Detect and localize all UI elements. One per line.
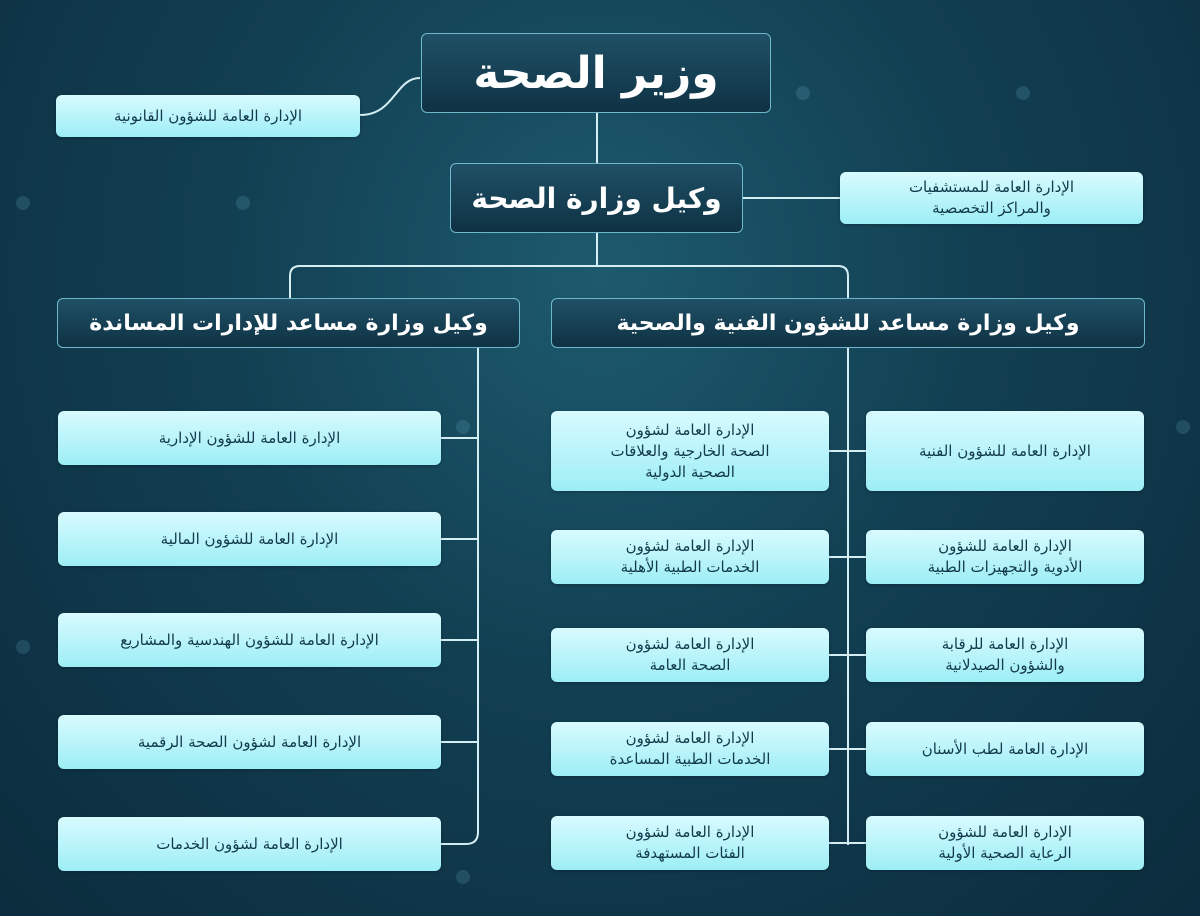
technical-department-label: الفئات المستهدفة xyxy=(635,844,745,862)
technical-department-box xyxy=(551,411,829,491)
legal-affairs-label: الإدارة العامة للشؤون القانونية xyxy=(113,106,303,125)
technical-department-label: والشؤون الصيدلانية xyxy=(945,656,1065,674)
technical-department-label: الإدارة العامة لشؤون xyxy=(625,537,755,555)
technical-department-label: الإدارة العامة للرقابة xyxy=(941,635,1069,653)
technical-department-label: الإدارة العامة للشؤون xyxy=(938,537,1072,555)
technical-department-label: الأدوية والتجهيزات الطبية xyxy=(927,558,1083,576)
support-assistant-title: وكيل وزارة مساعد للإدارات المساندة xyxy=(89,310,488,336)
minister-box xyxy=(421,33,771,113)
technical-department-label: الصحة العامة xyxy=(649,656,731,674)
technical-department-box xyxy=(551,628,829,682)
support-department-box xyxy=(58,817,441,871)
technical-assistant-box xyxy=(551,298,1145,348)
technical-department-label: الصحة الخارجية والعلاقات xyxy=(610,441,770,460)
technical-department-label: الرعاية الصحية الأولية xyxy=(938,844,1072,862)
undersecretary-box xyxy=(450,163,743,233)
support-department-box xyxy=(58,411,441,465)
technical-department-box xyxy=(551,722,829,776)
technical-department-label: الإدارة العامة لشؤون xyxy=(625,635,755,653)
technical-department-label: الصحية الدولية xyxy=(645,462,735,481)
technical-department-label: الإدارة العامة لشؤون xyxy=(625,729,755,747)
legal-affairs-box xyxy=(56,95,360,137)
technical-department-box xyxy=(866,411,1144,491)
technical-department-label: الإدارة العامة لشؤون xyxy=(625,420,755,439)
support-department-label: الإدارة العامة للشؤون الإدارية xyxy=(158,428,341,447)
technical-department-label: الخدمات الطبية المساعدة xyxy=(609,750,771,768)
technical-department-label: الإدارة العامة لطب الأسنان xyxy=(921,739,1089,758)
technical-department-label: الإدارة العامة للشؤون الفنية xyxy=(919,441,1091,460)
technical-department-box xyxy=(866,816,1144,870)
support-department-label: الإدارة العامة للشؤون الهندسية والمشاريع xyxy=(120,630,379,649)
technical-department-label: الإدارة العامة لشؤون xyxy=(625,823,755,841)
hospitals-line-2: والمراكز التخصصية xyxy=(932,199,1051,217)
undersecretary-title: وكيل وزارة الصحة xyxy=(471,181,722,215)
technical-department-box xyxy=(866,530,1144,584)
support-department-box xyxy=(58,512,441,566)
support-department-box xyxy=(58,613,441,667)
hospitals-box xyxy=(840,172,1143,224)
technical-department-box xyxy=(866,722,1144,776)
hospitals-line-1: الإدارة العامة للمستشفيات xyxy=(908,178,1075,196)
technical-department-box xyxy=(551,816,829,870)
technical-department-label: الخدمات الطبية الأهلية xyxy=(620,558,760,576)
technical-department-box xyxy=(551,530,829,584)
technical-assistant-title: وكيل وزارة مساعد للشؤون الفنية والصحية xyxy=(616,310,1080,336)
support-assistant-box xyxy=(57,298,520,348)
minister-title: وزير الصحة xyxy=(473,47,719,99)
support-department-label: الإدارة العامة لشؤون الخدمات xyxy=(156,834,343,853)
support-department-label: الإدارة العامة للشؤون المالية xyxy=(160,529,339,548)
technical-department-label: الإدارة العامة للشؤون xyxy=(938,823,1072,841)
support-department-box xyxy=(58,715,441,769)
support-department-label: الإدارة العامة لشؤون الصحة الرقمية xyxy=(137,732,362,751)
technical-department-box xyxy=(866,628,1144,682)
